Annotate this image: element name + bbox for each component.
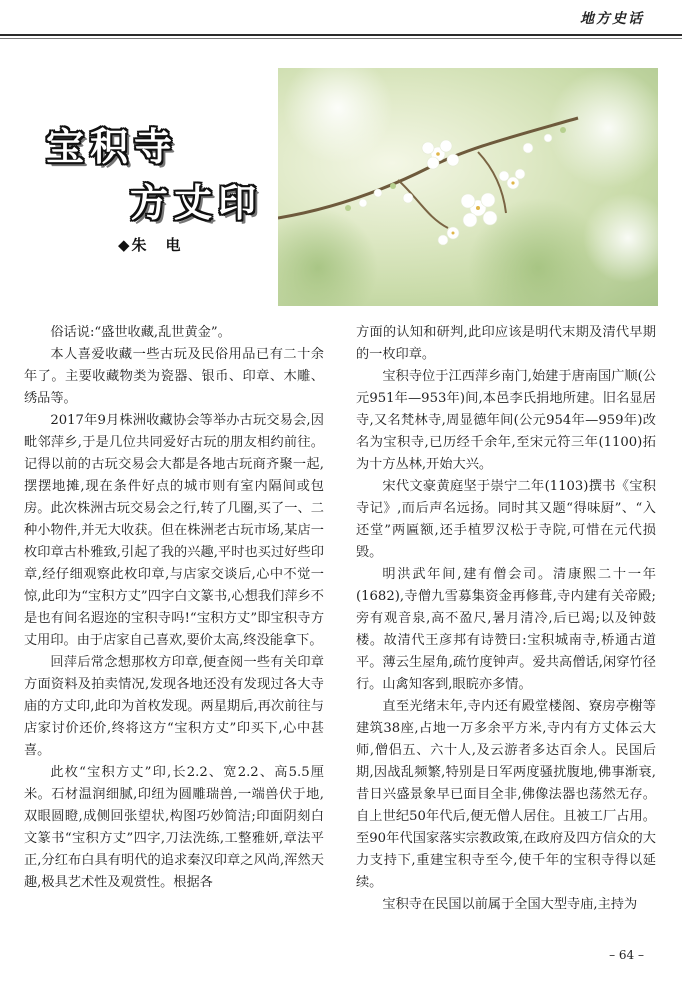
paragraph: 2017年9月株洲收藏协会等举办古玩交易会,因毗邻萍乡,于是几位共同爱好古玩的朋友相约前往。记得以前的古玩交易会大都是各地古玩商齐聚一起,摆摆地摊,现在条件好点的城市则有室内隔间或包房。此次株洲古玩交易会之行,转了几圈,买了一、二种小物件,并无大收获。但在株洲老古玩市场,某店一枚印章古朴雅致,引起了我的兴趣,平时也买过好些印章,经仔细观察此枚印章,与店家交谈后,心中不觉一惊,此印为“宝积方丈”四字白文篆书,心想我们萍乡不是也有间名遐迩的宝积寺吗!“宝积方丈”即宝积寺方丈用印。由于店家自己喜欢,要价太高,终没能拿下。 — [24, 413, 324, 648]
page-number: – 64 – — [609, 948, 644, 962]
header-rule — [0, 34, 682, 36]
section-label: 地方史话 — [580, 11, 644, 27]
header-rule-thin — [0, 38, 682, 39]
paragraph: 宝积寺在民国以前属于全国大型寺庙,主持为 — [382, 897, 638, 912]
article-column-right — [356, 322, 656, 916]
article-column-left — [24, 322, 324, 894]
author-byline: ◆朱 电 — [118, 236, 183, 254]
paragraph: 明洪武年间,建有僧会司。清康熙二十一年(1682),寺僧九雪募集资金再修葺,寺内建有关帝殿;旁有观音泉,高不盈尺,暑月清冷,后已竭;以及钟鼓楼。故清代王彦邦有诗赞曰:宝积城南寺,桥通古道平。薄云生屋角,疏竹度钟声。爱共高僧话,闲穿竹径行。山禽知客到,眼睆亦多情。 — [356, 567, 656, 692]
paragraph: 宋代文豪黄庭坚于崇宁二年(1103)撰书《宝积寺记》,而后声名远扬。同时其又题“得味厨”、“入还堂”两匾额,还手植罗汉松于寺院,可惜在元代损毁。 — [356, 479, 656, 560]
paragraph: 方面的认知和研判,此印应该是明代末期及清代早期的一枚印章。 — [356, 325, 656, 362]
paragraph: 宝积寺位于江西萍乡南门,始建于唐南国广顺(公元951年—953年)间,本邑李氏捐地所建。旧名显居寺,又名梵林寺,周显德年间(公元954年—959年)改名为宝积寺,已历经千余年,至宋元符三年(1100)拓为十方丛林,开始大兴。 — [356, 369, 656, 472]
blossom-photo — [278, 68, 658, 306]
article-title-line2: 方丈印 — [130, 180, 263, 225]
paragraph: 回萍后常念想那枚方印章,便查阅一些有关印章方面资料及拍卖情况,发现各地还没有发现过各大寺庙的方丈印,此印为首枚发现。两星期后,再次前往与店家讨价还价,终将这方“宝积方丈”印买下,心中甚喜。 — [24, 655, 324, 758]
paragraph: 本人喜爱收藏一些古玩及民俗用品已有二十余年了。主要收藏物类为瓷器、银币、印章、木雕、绣品等。 — [24, 347, 324, 406]
paragraph: 此枚“宝积方丈”印,长2.2、宽2.2、高5.5厘米。石材温润细腻,印纽为圆雕瑞兽,一端兽伏于地,双眼圆瞪,成侧回张望状,构图巧妙简洁;印面阴刻白文篆书“宝积方丈”四字,刀法洗练,工整雅妍,章法平正,分红布白具有明代的追求秦汉印章之风尚,浑然天趣,极具艺术性及观赏性。根据各 — [24, 765, 324, 890]
paragraph: 俗话说:“盛世收藏,乱世黄金”。 — [50, 325, 231, 340]
paragraph: 直至光绪末年,寺内还有殿堂楼阁、寮房亭榭等建筑38座,占地一万多余平方米,寺内有方丈体云大师,僧侣五、六十人,及云游者多达百余人。民国后期,因战乱频繁,特别是日军两度骚扰腹地,佛事渐衰,昔日兴盛景象早已面目全非,佛像法器也荡然无存。自上世纪50年代后,便无僧人居住。且被工厂占用。至90年代国家落实宗教政策,在政府及四方信众的大力支持下,重建宝积寺至今,使千年的宝积寺得以延续。 — [356, 699, 656, 890]
article-title-line1: 宝积寺 — [46, 124, 179, 169]
